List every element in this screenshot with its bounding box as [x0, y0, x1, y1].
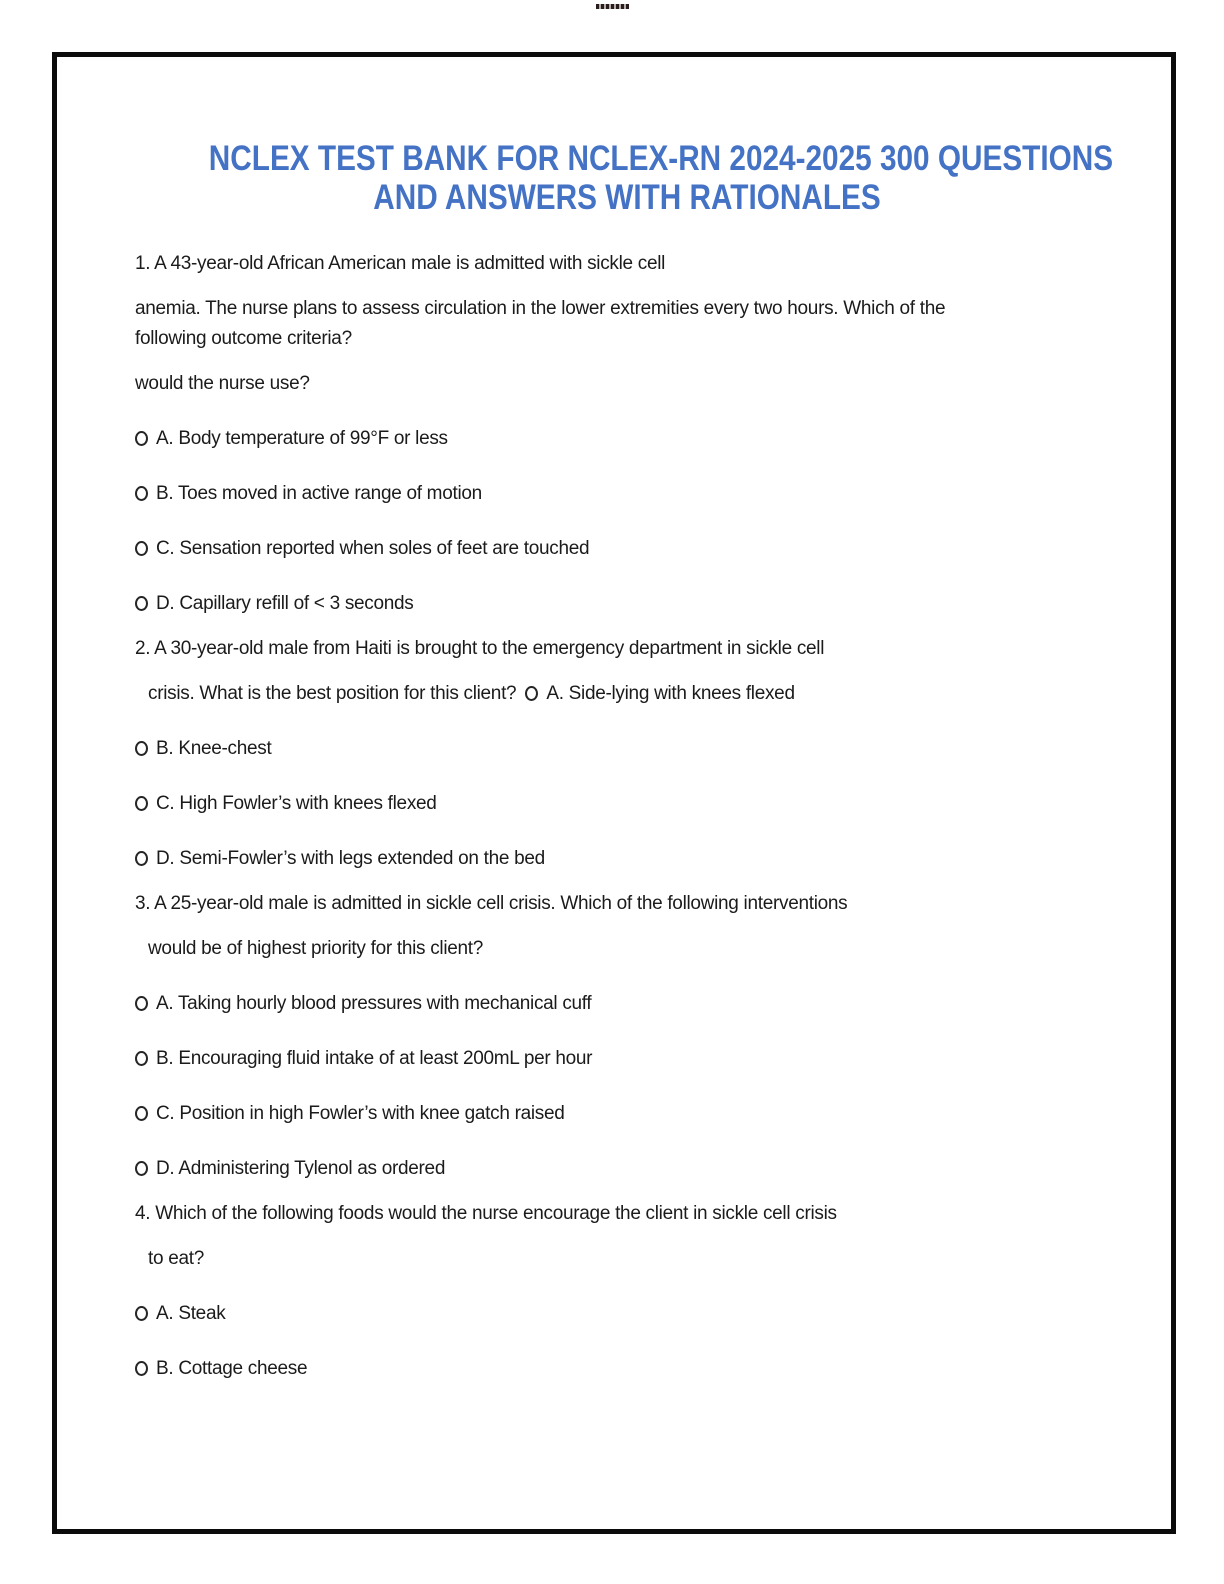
option-label: B. Toes moved in active range of motion: [156, 483, 482, 504]
option-label: A. Taking hourly blood pressures with mechanical cuff: [156, 993, 592, 1014]
question-text-line: [135, 369, 1119, 399]
question-text-line: [135, 634, 1119, 664]
questions-list: [135, 249, 1119, 1384]
question-text-line: [135, 934, 1119, 964]
question-block-4: [135, 1199, 1119, 1384]
answer-option[interactable]: [135, 479, 1119, 509]
answer-option[interactable]: [135, 589, 1119, 619]
answer-option[interactable]: [135, 1154, 1119, 1184]
question-text: 4. Which of the following foods would the nurse encourage the client in sickle cell crisis: [135, 1203, 837, 1224]
answer-option[interactable]: [135, 1299, 1119, 1329]
question-text: following outcome criteria?: [135, 328, 352, 349]
answer-option[interactable]: [135, 734, 1119, 764]
document-title-line2: AND ANSWERS WITH RATIONALES: [373, 178, 881, 217]
question-text: 1. A 43-year-old African American male is admitted with sickle cell: [135, 253, 666, 274]
question-text: to eat?: [148, 1248, 205, 1269]
radio-icon[interactable]: [135, 1361, 148, 1376]
option-label: A. Body temperature of 99°F or less: [156, 428, 448, 449]
document-title: [135, 139, 1119, 217]
radio-icon[interactable]: [135, 596, 148, 611]
radio-icon[interactable]: [135, 431, 148, 446]
answer-option[interactable]: [135, 989, 1119, 1019]
option-label: D. Capillary refill of < 3 seconds: [156, 593, 414, 614]
answer-option[interactable]: [135, 1099, 1119, 1129]
question-text-line: [135, 294, 1119, 324]
option-label: D. Administering Tylenol as ordered: [156, 1158, 446, 1179]
question-text-line: [135, 1244, 1119, 1274]
question-text: crisis. What is the best position for this client?: [148, 683, 517, 704]
radio-icon[interactable]: [135, 1106, 148, 1121]
option-label: C. Position in high Fowler’s with knee gatch raised: [156, 1103, 565, 1124]
document-page: [52, 52, 1176, 1534]
question-text: would the nurse use?: [135, 373, 310, 394]
option-label: A. Steak: [156, 1303, 226, 1324]
radio-icon[interactable]: [135, 851, 148, 866]
answer-option[interactable]: [135, 1354, 1119, 1384]
answer-option[interactable]: [135, 789, 1119, 819]
radio-icon[interactable]: [135, 796, 148, 811]
page-content: [57, 57, 1171, 1384]
option-label: A. Side-lying with knees flexed: [546, 683, 795, 704]
question-text: anemia. The nurse plans to assess circulation in the lower extremities every two hours. Which of the: [135, 298, 946, 319]
question-text-line: [135, 889, 1119, 919]
question-block-3: [135, 889, 1119, 1184]
question-block-2: [135, 634, 1119, 874]
radio-icon[interactable]: [135, 1161, 148, 1176]
question-block-1: [135, 249, 1119, 619]
radio-icon[interactable]: [525, 686, 538, 701]
answer-option[interactable]: [135, 424, 1119, 454]
question-text: 2. A 30-year-old male from Haiti is brought to the emergency department in sickle cell: [135, 638, 825, 659]
option-label: B. Knee-chest: [156, 738, 272, 759]
question-text-line: [135, 324, 1119, 354]
top-edge-mark-icon: [596, 4, 629, 9]
question-text: would be of highest priority for this client?: [148, 938, 484, 959]
question-text-line: [135, 249, 1119, 279]
radio-icon[interactable]: [135, 996, 148, 1011]
radio-icon[interactable]: [135, 1306, 148, 1321]
answer-option[interactable]: [135, 844, 1119, 874]
question-text-line: [135, 1199, 1119, 1229]
answer-option[interactable]: [135, 1044, 1119, 1074]
document-title-line1: NCLEX TEST BANK FOR NCLEX-RN 2024-2025 300 QUESTIONS: [208, 139, 1114, 178]
answer-option[interactable]: [135, 534, 1119, 564]
option-label: D. Semi-Fowler’s with legs extended on the bed: [156, 848, 545, 869]
radio-icon[interactable]: [135, 541, 148, 556]
option-label: B. Cottage cheese: [156, 1358, 308, 1379]
radio-icon[interactable]: [135, 1051, 148, 1066]
option-label: B. Encouraging fluid intake of at least 200mL per hour: [156, 1048, 593, 1069]
radio-icon[interactable]: [135, 741, 148, 756]
question-text-line: [135, 679, 1119, 709]
option-label: C. Sensation reported when soles of feet are touched: [156, 538, 590, 559]
question-text: 3. A 25-year-old male is admitted in sickle cell crisis. Which of the following interventions: [135, 893, 848, 914]
option-label: C. High Fowler’s with knees flexed: [156, 793, 437, 814]
radio-icon[interactable]: [135, 486, 148, 501]
